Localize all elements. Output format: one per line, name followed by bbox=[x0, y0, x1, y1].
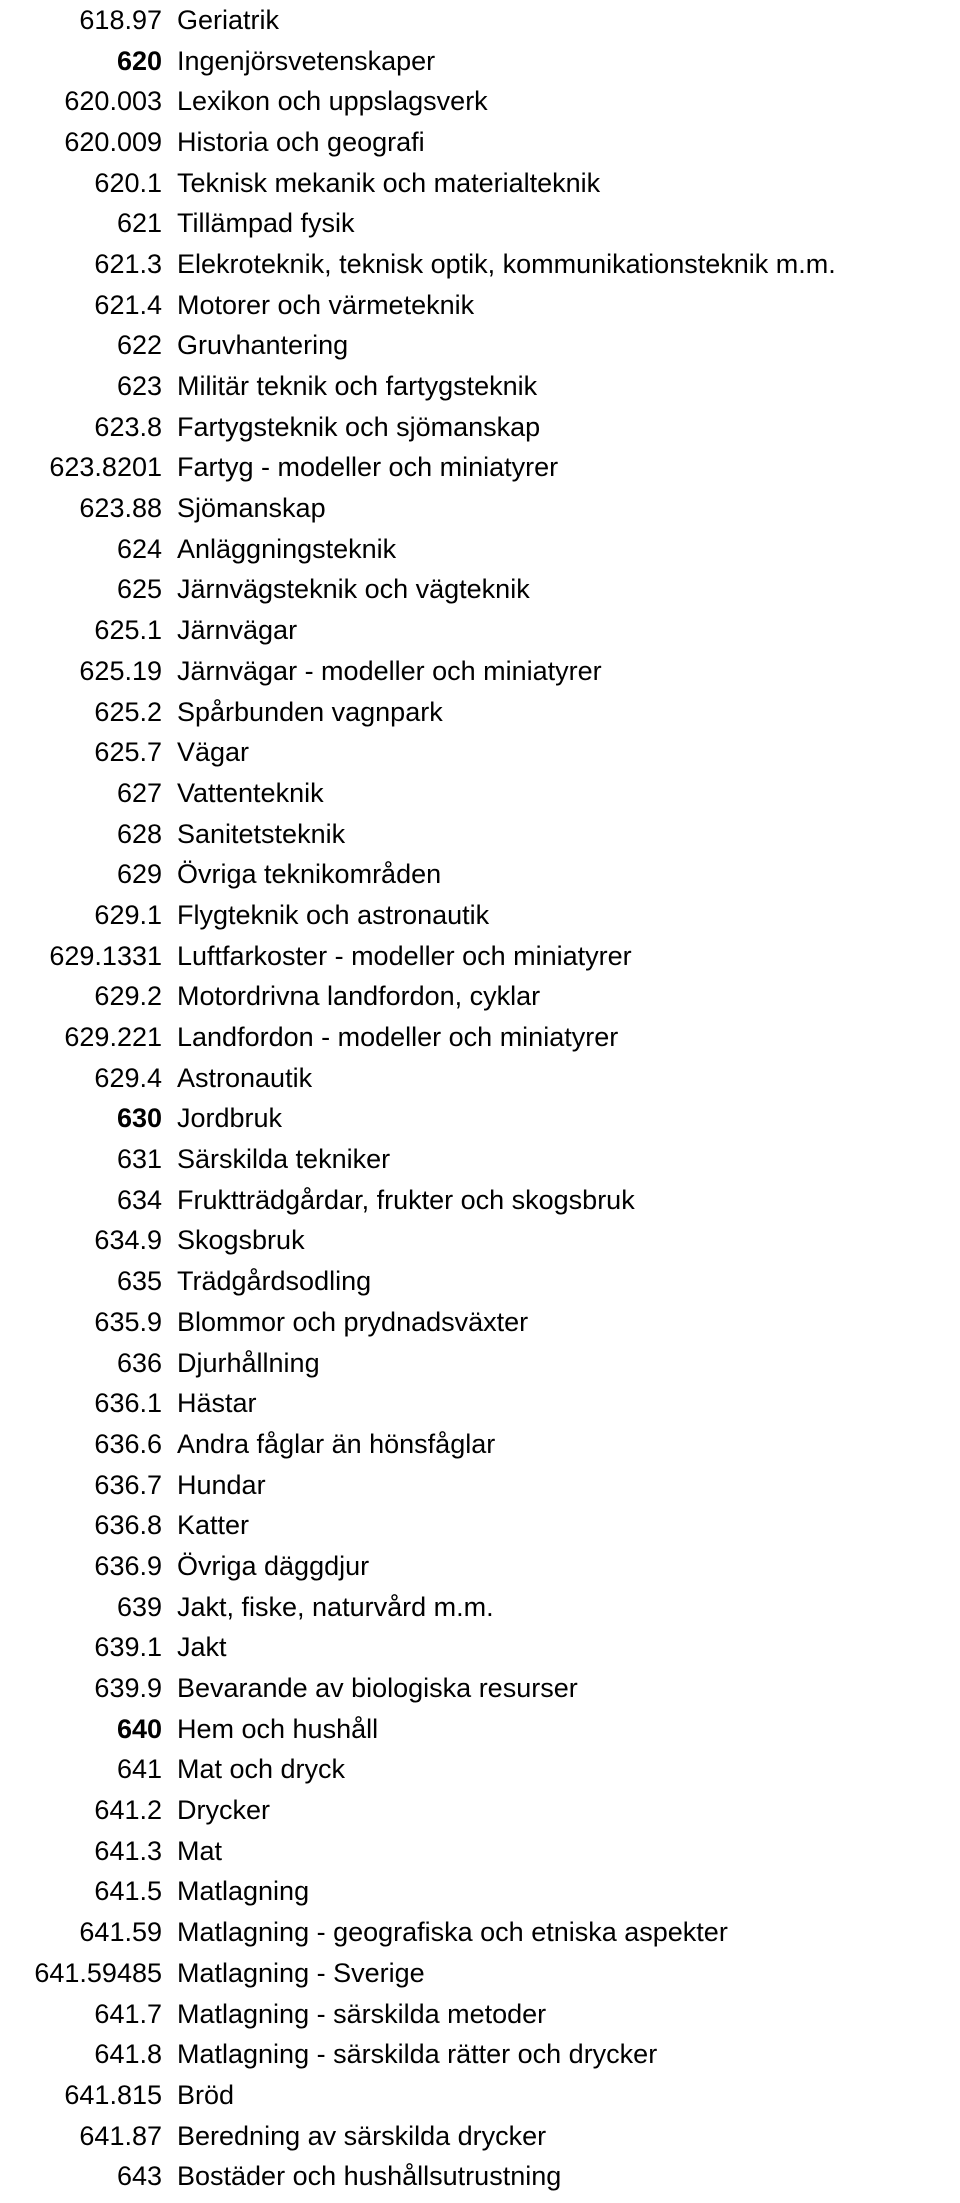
classification-label: Motorer och värmeteknik bbox=[177, 289, 475, 320]
classification-label: Mat och dryck bbox=[177, 1754, 346, 1785]
classification-label: Astronautik bbox=[177, 1062, 313, 1093]
classification-label: Spårbunden vagnpark bbox=[177, 696, 443, 727]
classification-code: 641.2 bbox=[94, 1795, 162, 1826]
classification-label: Matlagning - Sverige bbox=[177, 1957, 425, 1988]
list-item bbox=[0, 610, 960, 651]
classification-label: Ingenjörsvetenskaper bbox=[177, 45, 436, 76]
classification-code: 636.1 bbox=[94, 1388, 162, 1419]
classification-code: 629 bbox=[116, 859, 162, 890]
classification-code: 618.97 bbox=[79, 4, 162, 35]
list-item bbox=[0, 773, 960, 814]
classification-code: 629.221 bbox=[64, 1022, 162, 1053]
list-item bbox=[0, 1383, 960, 1424]
list-item bbox=[0, 1668, 960, 1709]
classification-label: Flygteknik och astronautik bbox=[177, 899, 490, 930]
list-item bbox=[0, 407, 960, 448]
classification-label: Historia och geografi bbox=[177, 126, 425, 157]
classification-code: 641.7 bbox=[94, 1998, 162, 2029]
classification-label: Vägar bbox=[177, 737, 250, 768]
list-item bbox=[0, 1017, 960, 1058]
classification-label: Mat bbox=[177, 1835, 223, 1866]
list-item bbox=[0, 2075, 960, 2116]
classification-code: 641.59485 bbox=[34, 1957, 162, 1988]
classification-code: 641.815 bbox=[64, 2079, 162, 2110]
classification-code: 621.4 bbox=[94, 289, 162, 320]
list-item bbox=[0, 1099, 960, 1140]
classification-label: Vattenteknik bbox=[177, 777, 324, 808]
classification-code: 623 bbox=[116, 371, 162, 402]
list-item bbox=[0, 488, 960, 529]
classification-label: Bröd bbox=[177, 2079, 235, 2110]
list-item bbox=[0, 326, 960, 367]
classification-label: Gruvhantering bbox=[177, 330, 349, 361]
classification-label: Fartyg - modeller och miniatyrer bbox=[177, 452, 559, 483]
list-item bbox=[0, 163, 960, 204]
classification-code: 641.87 bbox=[79, 2120, 162, 2151]
classification-code: 625.2 bbox=[94, 696, 162, 727]
classification-label: Järnvägar - modeller och miniatyrer bbox=[177, 655, 602, 686]
classification-label: Sanitetsteknik bbox=[177, 818, 346, 849]
list-item bbox=[0, 936, 960, 977]
classification-label: Lexikon och uppslagsverk bbox=[177, 86, 488, 117]
classification-label: Sjömanskap bbox=[177, 493, 326, 524]
classification-label: Landfordon - modeller och miniatyrer bbox=[177, 1022, 619, 1053]
classification-code: 634 bbox=[116, 1184, 162, 1215]
list-item bbox=[0, 1465, 960, 1506]
classification-label: Matlagning bbox=[177, 1876, 310, 1907]
list-item bbox=[0, 732, 960, 773]
classification-code: 620.009 bbox=[64, 126, 162, 157]
classification-code: 635 bbox=[116, 1266, 162, 1297]
classification-label: Anläggningsteknik bbox=[177, 533, 397, 564]
classification-label: Matlagning - särskilda metoder bbox=[177, 1998, 547, 2029]
list-item bbox=[0, 570, 960, 611]
classification-label: Teknisk mekanik och materialteknik bbox=[177, 167, 601, 198]
classification-label: Djurhållning bbox=[177, 1347, 320, 1378]
classification-code: 640 bbox=[116, 1713, 162, 1744]
classification-label: Jordbruk bbox=[177, 1103, 283, 1134]
classification-code: 634.9 bbox=[94, 1225, 162, 1256]
classification-label: Hem och hushåll bbox=[177, 1713, 379, 1744]
classification-code: 628 bbox=[116, 818, 162, 849]
classification-code: 620.003 bbox=[64, 86, 162, 117]
classification-label: Beredning av särskilda drycker bbox=[177, 2120, 547, 2151]
classification-code: 627 bbox=[116, 777, 162, 808]
classification-code: 629.1 bbox=[94, 899, 162, 930]
classification-code: 641.8 bbox=[94, 2039, 162, 2070]
classification-label: Övriga teknikområden bbox=[177, 859, 442, 890]
list-item bbox=[0, 81, 960, 122]
classification-label: Järnvägar bbox=[177, 615, 298, 646]
list-item bbox=[0, 1424, 960, 1465]
classification-code: 643 bbox=[116, 2161, 162, 2192]
classification-label: Särskilda tekniker bbox=[177, 1144, 391, 1175]
classification-code: 636.9 bbox=[94, 1550, 162, 1581]
classification-label: Elekroteknik, teknisk optik, kommunikationsteknik m.m. bbox=[177, 248, 836, 279]
classification-code: 625.1 bbox=[94, 615, 162, 646]
classification-code: 636.7 bbox=[94, 1469, 162, 1500]
list-item bbox=[0, 2034, 960, 2075]
list-item bbox=[0, 1750, 960, 1791]
classification-code: 623.8201 bbox=[49, 452, 162, 483]
classification-code: 620.1 bbox=[94, 167, 162, 198]
classification-label: Övriga däggdjur bbox=[177, 1550, 370, 1581]
classification-label: Drycker bbox=[177, 1795, 270, 1826]
classification-code: 641.3 bbox=[94, 1835, 162, 1866]
classification-code: 625 bbox=[116, 574, 162, 605]
classification-code: 641 bbox=[116, 1754, 162, 1785]
classification-label: Fartygsteknik och sjömanskap bbox=[177, 411, 541, 442]
classification-code: 624 bbox=[116, 533, 162, 564]
list-item bbox=[0, 203, 960, 244]
classification-code: 639.1 bbox=[94, 1632, 162, 1663]
classification-label: Jakt, fiske, naturvård m.m. bbox=[177, 1591, 494, 1622]
list-item bbox=[0, 366, 960, 407]
list-item bbox=[0, 977, 960, 1018]
list-item bbox=[0, 1831, 960, 1872]
classification-code: 636 bbox=[116, 1347, 162, 1378]
classification-label: Hästar bbox=[177, 1388, 257, 1419]
classification-label: Bevarande av biologiska resurser bbox=[177, 1673, 578, 1704]
classification-code: 639.9 bbox=[94, 1673, 162, 1704]
classification-code: 639 bbox=[116, 1591, 162, 1622]
list-item bbox=[0, 2116, 960, 2157]
list-item bbox=[0, 1790, 960, 1831]
list-item bbox=[0, 529, 960, 570]
classification-code: 621.3 bbox=[94, 248, 162, 279]
classification-code: 631 bbox=[116, 1144, 162, 1175]
classification-label: Hundar bbox=[177, 1469, 266, 1500]
classification-code: 636.6 bbox=[94, 1428, 162, 1459]
list-item bbox=[0, 1302, 960, 1343]
list-item bbox=[0, 448, 960, 489]
list-item bbox=[0, 1058, 960, 1099]
classification-code: 630 bbox=[116, 1103, 162, 1134]
classification-code: 636.8 bbox=[94, 1510, 162, 1541]
list-item bbox=[0, 1546, 960, 1587]
classification-label: Fruktträdgårdar, frukter och skogsbruk bbox=[177, 1184, 635, 1215]
classification-label: Bostäder och hushållsutrustning bbox=[177, 2161, 562, 2192]
classification-label: Katter bbox=[177, 1510, 250, 1541]
classification-code: 635.9 bbox=[94, 1306, 162, 1337]
list-item bbox=[0, 1180, 960, 1221]
classification-label: Geriatrik bbox=[177, 4, 280, 35]
classification-label: Skogsbruk bbox=[177, 1225, 305, 1256]
list-item bbox=[0, 122, 960, 163]
classification-code: 625.7 bbox=[94, 737, 162, 768]
list-item bbox=[0, 244, 960, 285]
classification-code: 629.4 bbox=[94, 1062, 162, 1093]
list-item bbox=[0, 1139, 960, 1180]
classification-label: Andra fåglar än hönsfåglar bbox=[177, 1428, 496, 1459]
classification-label: Motordrivna landfordon, cyklar bbox=[177, 981, 541, 1012]
classification-label: Trädgårdsodling bbox=[177, 1266, 372, 1297]
list-item bbox=[0, 1709, 960, 1750]
list-item bbox=[0, 1912, 960, 1953]
list-item bbox=[0, 1628, 960, 1669]
classification-code: 641.5 bbox=[94, 1876, 162, 1907]
list-item bbox=[0, 1505, 960, 1546]
classification-code: 625.19 bbox=[79, 655, 162, 686]
classification-label: Luftfarkoster - modeller och miniatyrer bbox=[177, 940, 632, 971]
list-item bbox=[0, 2156, 960, 2197]
classification-code: 622 bbox=[116, 330, 162, 361]
list-item bbox=[0, 41, 960, 82]
classification-label: Matlagning - särskilda rätter och drycker bbox=[177, 2039, 658, 2070]
classification-label: Tillämpad fysik bbox=[177, 208, 355, 239]
list-item bbox=[0, 1261, 960, 1302]
list-item bbox=[0, 1221, 960, 1262]
list-item bbox=[0, 1872, 960, 1913]
classification-code: 623.8 bbox=[94, 411, 162, 442]
classification-label: Militär teknik och fartygsteknik bbox=[177, 371, 538, 402]
classification-label: Matlagning - geografiska och etniska aspekter bbox=[177, 1917, 728, 1948]
classification-code: 620 bbox=[116, 45, 162, 76]
list-item bbox=[0, 895, 960, 936]
list-item bbox=[0, 1994, 960, 2035]
classification-label: Järnvägsteknik och vägteknik bbox=[177, 574, 530, 605]
list-item bbox=[0, 1343, 960, 1384]
classification-code: 641.59 bbox=[79, 1917, 162, 1948]
list-item bbox=[0, 692, 960, 733]
classification-code: 623.88 bbox=[79, 493, 162, 524]
list-item bbox=[0, 814, 960, 855]
classification-label: Blommor och prydnadsväxter bbox=[177, 1306, 529, 1337]
list-item bbox=[0, 0, 960, 41]
list-item bbox=[0, 1587, 960, 1628]
classification-code: 621 bbox=[116, 208, 162, 239]
classification-label: Jakt bbox=[177, 1632, 227, 1663]
list-item bbox=[0, 854, 960, 895]
list-item bbox=[0, 651, 960, 692]
list-item bbox=[0, 1953, 960, 1994]
list-item bbox=[0, 285, 960, 326]
classification-code: 629.2 bbox=[94, 981, 162, 1012]
classification-code: 629.1331 bbox=[49, 940, 162, 971]
